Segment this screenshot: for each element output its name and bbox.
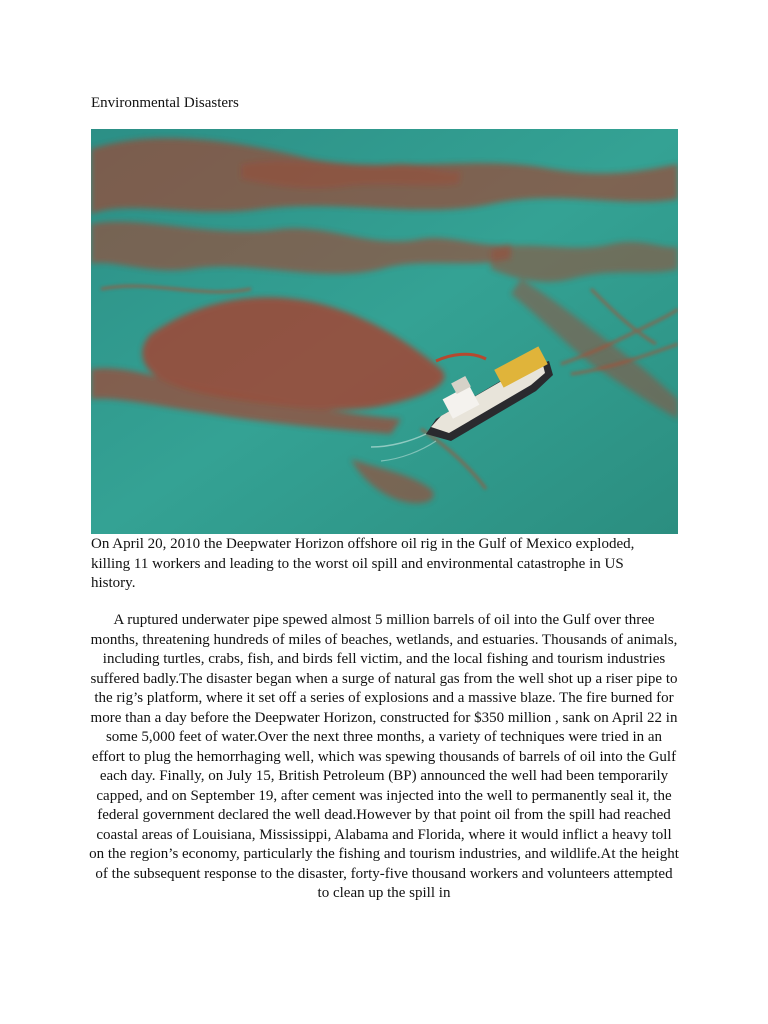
oil-spill-photo (91, 129, 678, 534)
paragraph-intro: On April 20, 2010 the Deepwater Horizon offshore oil rig in the Gulf of Mexico exploded, killing 11 workers and leading to the worst oil spill and environmental catastrophe in US history. (91, 536, 635, 591)
oil-spill-illustration (91, 129, 678, 534)
paragraph-body: A ruptured underwater pipe spewed almost 5 million barrels of oil into the Gulf over three months, threatening hundreds of miles of beaches, wetlands, and estuaries. Thousands of animals, including turtles, crabs, fish, and birds fell victim, and the local fishing and tourism industries suffered badly.The disaster began when a surge of natural gas from the well shot up a riser pipe to the rig’s platform, where it set off a series of explosions and a massive blaze. The fire burned for more than a day before the Deepwater Horizon, constructed for $350 million , sank on April 22 in some 5,000 feet of water.Over the next three months, a variety of techniques were tried in an effort to plug the hemorrhaging well, which was spewing thousands of barrels of oil into the Gulf each day. Finally, on July 15, British Petroleum (BP) announced the well had been temporarily capped, and on September 19, after cement was injected into the well to permanently seal it, the federal government declared the well dead.However by that point oil from the spill had reached coastal areas of Louisiana, Mississippi, Alabama and Florida, where it would inflict a heavy toll on the region’s economy, particularly the fishing and tourism industries, and wildlife.At the height of the subsequent response to the disaster, forty-five thousand workers and volunteers attempted to clean up the spill in (89, 612, 679, 901)
document-title: Environmental Disasters (91, 95, 239, 111)
